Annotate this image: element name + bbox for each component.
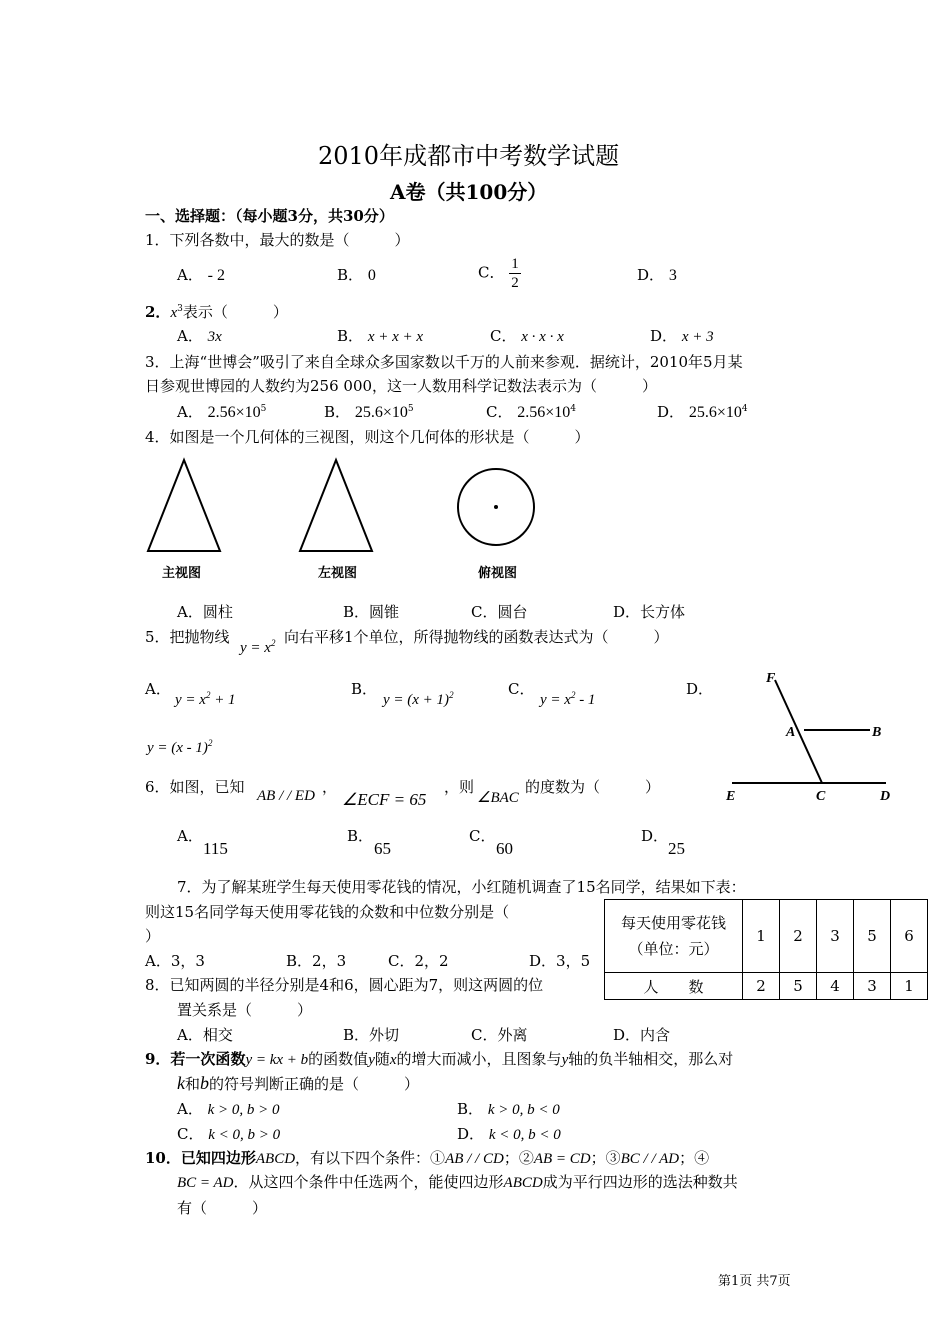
q1-option-b: B． 0 [337, 266, 376, 284]
q6-option-b: 65 [374, 839, 391, 858]
q3-option-a: A． $2.56\times 10^5$ [177, 403, 267, 421]
q6-option-a: 115 [203, 839, 228, 858]
q5-option-d: y = (x - 1)$^2$ [147, 738, 213, 756]
q3-option-b: B． $25.6\times 10^5$ [324, 403, 414, 421]
point-b-label: B [872, 725, 882, 740]
q6-target-angle: ∠BAC [477, 790, 519, 806]
side-view-triangle [300, 460, 372, 551]
table-cell: 1 [743, 900, 780, 973]
q1-option-d: D． 3 [637, 266, 677, 284]
q6-option-c-label: C． [469, 827, 496, 845]
table-row [605, 973, 928, 1000]
q6-condition-2: ∠ECF = 65 [342, 790, 427, 809]
q5-stem-end: 向右平移1个单位，所得抛物线的函数表达式为（ ） [284, 628, 669, 646]
q1-stem: 1．下列各数中，最大的数是（ ） [145, 231, 410, 249]
line-fc [775, 680, 822, 783]
q9-option-b: B． k > 0, b < 0 [457, 1100, 560, 1118]
front-view-label: 主视图 [162, 566, 202, 581]
q5-option-a-label: A． [145, 680, 171, 698]
q4-option-a: A．圆柱 [177, 603, 233, 621]
q6-option-a-label: A． [177, 827, 203, 845]
q7-line1: 7．为了解某班学生每天使用零花钱的情况，小红随机调查了15名同学，结果如下表： [177, 878, 746, 896]
q5-option-c: $y = x^2 - 1$ [540, 690, 596, 708]
q2-option-d: D． x + 3 [650, 327, 714, 345]
table-cell: 6 [891, 900, 928, 973]
q3-line1: 3．上海“世博会”吸引了来自全球众多国家数以千万的人前来参观．据统计，2010年5月某 [145, 353, 743, 371]
table-cell: 5 [780, 973, 817, 1000]
point-e-label: E [726, 789, 736, 804]
q4-option-c: C．圆台 [471, 603, 528, 621]
q6-option-d-label: D． [641, 827, 669, 845]
q8-line2: 置关系是（ ） [177, 1001, 313, 1019]
q2-stem: 2．$x^3$表示（ ） [145, 303, 288, 321]
q6-stem-mid: ，则 [444, 778, 475, 796]
q4-stem: 4．如图是一个几何体的三视图，则这个几何体的形状是（ ） [145, 428, 590, 446]
table-cell: 3 [854, 973, 891, 1000]
q7-option-c: C．2，2 [388, 952, 449, 970]
top-view-center-dot [494, 505, 498, 509]
q7-option-d: D．3，5 [529, 952, 591, 970]
q7-option-a: A．3，3 [145, 952, 205, 970]
table-cell: 1 [891, 973, 928, 1000]
q2-option-c: C． x · x · x [490, 327, 564, 345]
q10-line1: 10．已知四边形ABCD，有以下四个条件：①AB / / CD；②AB = CD；③BC / / AD；④ [145, 1149, 710, 1167]
table-cell: 2 [743, 973, 780, 1000]
q7-option-b: B．2，3 [286, 952, 347, 970]
parallel-lines-figure [720, 668, 900, 808]
q5-option-c-label: C． [508, 680, 535, 698]
q9-line2: k和b的符号判断正确的是（ ） [177, 1073, 420, 1093]
three-view-figure [140, 455, 540, 555]
q6-option-c: 60 [496, 839, 513, 858]
section-heading: 一、选择题：（每小题3分，共30分） [145, 207, 394, 225]
allowance-table [604, 899, 928, 1000]
q8-line1: 8．已知两圆的半径分别是4和6，圆心距为7，则这两圆的位 [145, 976, 544, 994]
q8-option-c: C．外离 [471, 1026, 528, 1044]
q5-option-b-label: B． [351, 680, 378, 698]
q3-option-c: C． $2.56\times 10^4$ [486, 403, 577, 421]
q9-line1: 9．若一次函数y = kx + b的函数值y随x的增大而减小，且图象与y轴的负半轴相交，那么对 [145, 1050, 734, 1068]
q8-option-a: A．相交 [177, 1026, 233, 1044]
point-c-label: C [816, 789, 826, 804]
q9-option-d: D． k < 0, b < 0 [457, 1125, 561, 1143]
table-cell: 5 [854, 900, 891, 973]
q6-condition-1: AB / / ED [257, 788, 315, 804]
q5-option-a: $y = x^2 + 1$ [175, 690, 236, 708]
table-header-cell: 每天使用零花钱 （单位：元） [605, 900, 743, 973]
side-view-label: 左视图 [318, 566, 358, 581]
point-f-label: F [766, 671, 776, 686]
point-a-label: A [786, 725, 796, 740]
page-title: 2010年成都市中考数学试题 [318, 142, 620, 170]
table-cell: 2 [780, 900, 817, 973]
page-subtitle: A卷（共100分） [390, 180, 548, 204]
q4-option-b: B．圆锥 [343, 603, 400, 621]
table-row [605, 900, 928, 973]
q2-option-a: A． 3x [177, 327, 222, 345]
q6-option-d: 25 [668, 839, 685, 858]
fraction: $\frac{1}{2}$ [511, 256, 519, 291]
q5-option-d-label: D． [686, 680, 714, 698]
q5-stem-start: 5．把抛物线 [145, 628, 230, 646]
table-cell: 3 [817, 900, 854, 973]
q9-option-a: A． k > 0, b > 0 [177, 1100, 280, 1118]
q7-line3: ） [145, 927, 161, 945]
q3-option-d: D． $25.6\times 10^4$ [657, 403, 748, 421]
q5-option-b: $y = (x + 1)^2$ [383, 690, 454, 708]
q8-option-b: B．外切 [343, 1026, 400, 1044]
q5-expr: $y = x^2$ [240, 638, 276, 656]
q1-option-c: C． $\frac{1}{2}$ [478, 256, 519, 291]
front-view-triangle [148, 460, 220, 551]
table-cell: 4 [817, 973, 854, 1000]
q6-stem-end: 的度数为（ ） [525, 778, 661, 796]
q3-line2: 日参观世博园的人数约为256 000，这一人数用科学记数法表示为（ ） [145, 377, 658, 395]
q6-stem-start: 6．如图，已知 [145, 778, 245, 796]
point-d-label: D [880, 789, 891, 804]
q1-option-a: A． - 2 [177, 266, 225, 284]
page-number: 第1页 共7页 [718, 1274, 791, 1289]
q10-line2: BC = AD．从这四个条件中任选两个，能使四边形ABCD成为平行四边形的选法种数共 [177, 1173, 738, 1191]
q4-option-d: D．长方体 [613, 603, 686, 621]
q2-option-b: B． x + x + x [337, 327, 424, 345]
q10-line3: 有（ ） [177, 1199, 268, 1217]
top-view-label: 俯视图 [478, 566, 518, 581]
q7-line2: 则这15名同学每天使用零花钱的众数和中位数分别是（ [145, 903, 510, 921]
q6-option-b-label: B． [347, 827, 374, 845]
q8-option-d: D．内含 [613, 1026, 671, 1044]
table-row-label: 人 数 [605, 973, 743, 1000]
q6-separator: ， [322, 778, 338, 796]
q9-option-c: C． k < 0, b > 0 [177, 1125, 281, 1143]
